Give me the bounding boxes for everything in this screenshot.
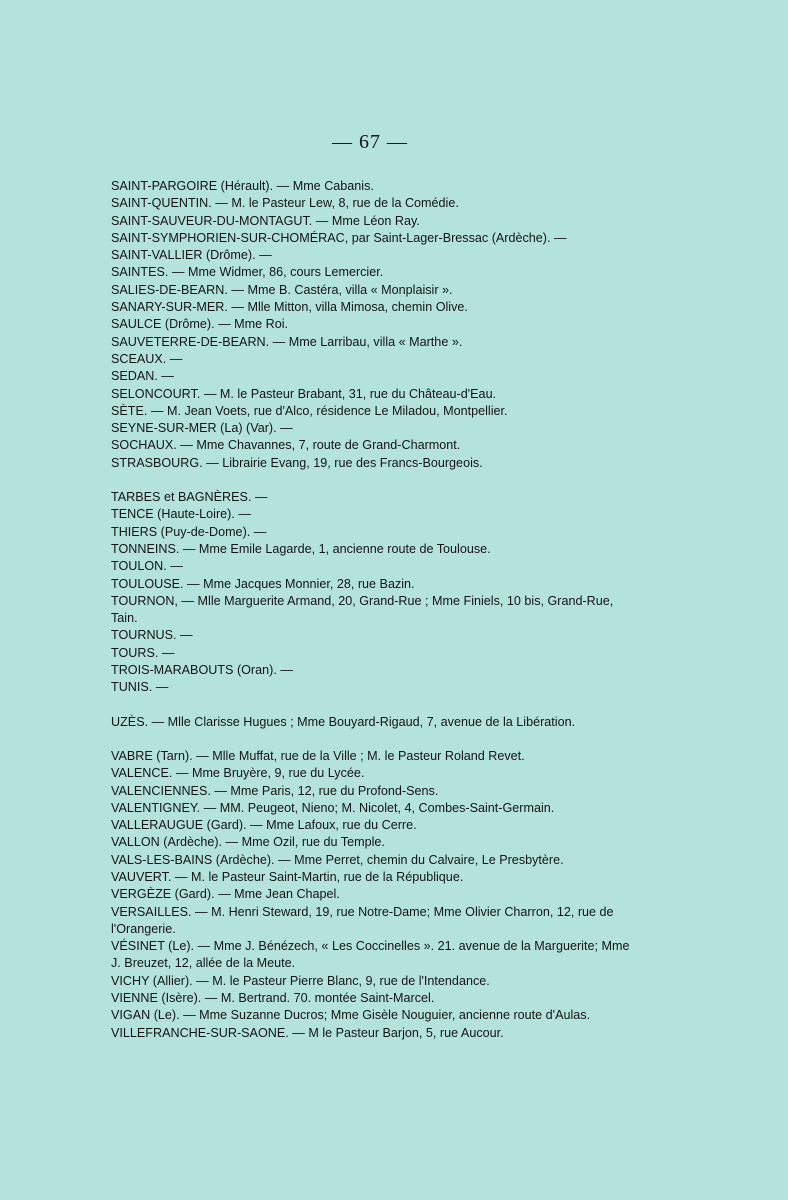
directory-list: [111, 178, 636, 1042]
entry-seloncourt: SELONCOURT. — M. le Pasteur Brabant, 31, rue du Château-d'Eau.: [111, 386, 497, 401]
entry-saint-sauveur: SAINT-SAUVEUR-DU-MONTAGUT. — Mme Léon Ray.: [111, 213, 420, 228]
entry-saint-quentin: SAINT-QUENTIN. — M. le Pasteur Lew, 8, rue de la Comédie.: [111, 196, 459, 211]
entry-valleraugue: VALLERAUGUE (Gard). — Mme Lafoux, rue du Cerre.: [111, 818, 417, 833]
entry-villefranche: VILLEFRANCHE-SUR-SAONE. — M le Pasteur Barjon, 5, rue Aucour.: [111, 1025, 504, 1040]
section-gap: [111, 731, 636, 748]
entry-tence: TENCE (Haute-Loire). —: [111, 507, 251, 522]
entry-thiers: THIERS (Puy-de-Dome). —: [111, 524, 267, 539]
entry-tournus: TOURNUS. —: [111, 628, 193, 643]
entry-saint-pargoire: SAINT-PARGOIRE (Hérault). — Mme Cabanis.: [111, 179, 374, 193]
entry-tonneins: TONNEINS. — Mme Emile Lagarde, 1, ancienne route de Toulouse.: [111, 541, 491, 556]
entry-vabre: VABRE (Tarn). — Mlle Muffat, rue de la Ville ; M. le Pasteur Roland Revet.: [111, 748, 525, 763]
entry-versailles: VERSAILLES. — M. Henri Steward, 19, rue Notre-Dame; Mme Olivier Charron, 12, rue de l'Orangerie.: [111, 904, 614, 936]
entry-vienne: VIENNE (Isère). — M. Bertrand. 70. montée Saint-Marcel.: [111, 991, 435, 1006]
entry-tarbes: TARBES et BAGNÈRES. —: [111, 490, 268, 505]
entry-sochaux: SOCHAUX. — Mme Chavannes, 7, route de Grand-Charmont.: [111, 438, 461, 453]
entry-valentigney: VALENTIGNEY. — MM. Peugeot, Nieno; M. Nicolet, 4, Combes-Saint-Germain.: [111, 800, 555, 815]
entry-tunis: TUNIS. —: [111, 680, 169, 695]
entry-vigan: VIGAN (Le). — Mme Suzanne Ducros; Mme Gisèle Nouguier, ancienne route d'Aulas.: [111, 1008, 591, 1023]
entry-saint-symphorien: SAINT-SYMPHORIEN-SUR-CHOMÉRAC, par Saint-Lager-Bressac (Ardèche). —: [111, 230, 567, 245]
page-number: — 67 —: [332, 131, 408, 153]
entry-sanary-sur-mer: SANARY-SUR-MER. — Mlle Mitton, villa Mimosa, chemin Olive.: [111, 300, 468, 315]
entry-vergeze: VERGÈZE (Gard). — Mme Jean Chapel.: [111, 887, 340, 902]
entry-vallon: VALLON (Ardèche). — Mme Ozil, rue du Temple.: [111, 835, 385, 850]
entry-sedan: SEDAN. —: [111, 369, 174, 384]
entry-valenciennes: VALENCIENNES. — Mme Paris, 12, rue du Profond-Sens.: [111, 783, 439, 798]
entry-trois-marabouts: TROIS-MARABOUTS (Oran). —: [111, 663, 293, 678]
entry-saint-vallier: SAINT-VALLIER (Drôme). —: [111, 248, 272, 263]
entry-vals-les-bains: VALS-LES-BAINS (Ardèche). — Mme Perret, chemin du Calvaire, Le Presbytère.: [111, 852, 564, 867]
section-gap: [111, 697, 636, 714]
entry-vauvert: VAUVERT. — M. le Pasteur Saint-Martin, rue de la République.: [111, 869, 464, 884]
entry-tournon: TOURNON, — Mlle Marguerite Armand, 20, Grand-Rue ; Mme Finiels, 10 bis, Grand-Rue, Tain.: [111, 593, 614, 626]
entry-vichy: VICHY (Allier). — M. le Pasteur Pierre Blanc, 9, rue de l'Intendance.: [111, 973, 490, 988]
entry-sceaux: SCEAUX. —: [111, 351, 183, 366]
entry-seyne-sur-mer: SEYNE-SUR-MER (La) (Var). —: [111, 421, 293, 436]
entry-sauveterre: SAUVETERRE-DE-BEARN. — Mme Larribau, villa « Marthe ».: [111, 334, 463, 349]
section-gap: [111, 472, 636, 489]
entry-vesinet: VÉSINET (Le). — Mme J. Bénézech, « Les Coccinelles ». 21. avenue de la Marguerite; Mme J. Breuzet, 12, allée de la Meute.: [111, 939, 630, 971]
entry-salies-de-bearn: SALIES-DE-BEARN. — Mme B. Castéra, villa « Monplaisir ».: [111, 282, 453, 297]
entry-sete: SÈTE. — M. Jean Voets, rue d'Alco, résidence Le Miladou, Montpellier.: [111, 403, 508, 418]
entry-toulouse: TOULOUSE. — Mme Jacques Monnier, 28, rue Bazin.: [111, 576, 415, 591]
entry-tours: TOURS. —: [111, 645, 175, 660]
entry-saintes: SAINTES. — Mme Widmer, 86, cours Lemercier.: [111, 265, 384, 280]
entry-valence: VALENCE. — Mme Bruyère, 9, rue du Lycée.: [111, 766, 365, 781]
entry-toulon: TOULON. —: [111, 559, 183, 574]
entry-uzes: UZÈS. — Mlle Clarisse Hugues ; Mme Bouyard-Rigaud, 7, avenue de la Libération.: [111, 714, 576, 729]
entry-saulce: SAULCE (Drôme). — Mme Roi.: [111, 317, 289, 332]
entry-strasbourg: STRASBOURG. — Librairie Evang, 19, rue des Francs-Bourgeois.: [111, 455, 483, 470]
